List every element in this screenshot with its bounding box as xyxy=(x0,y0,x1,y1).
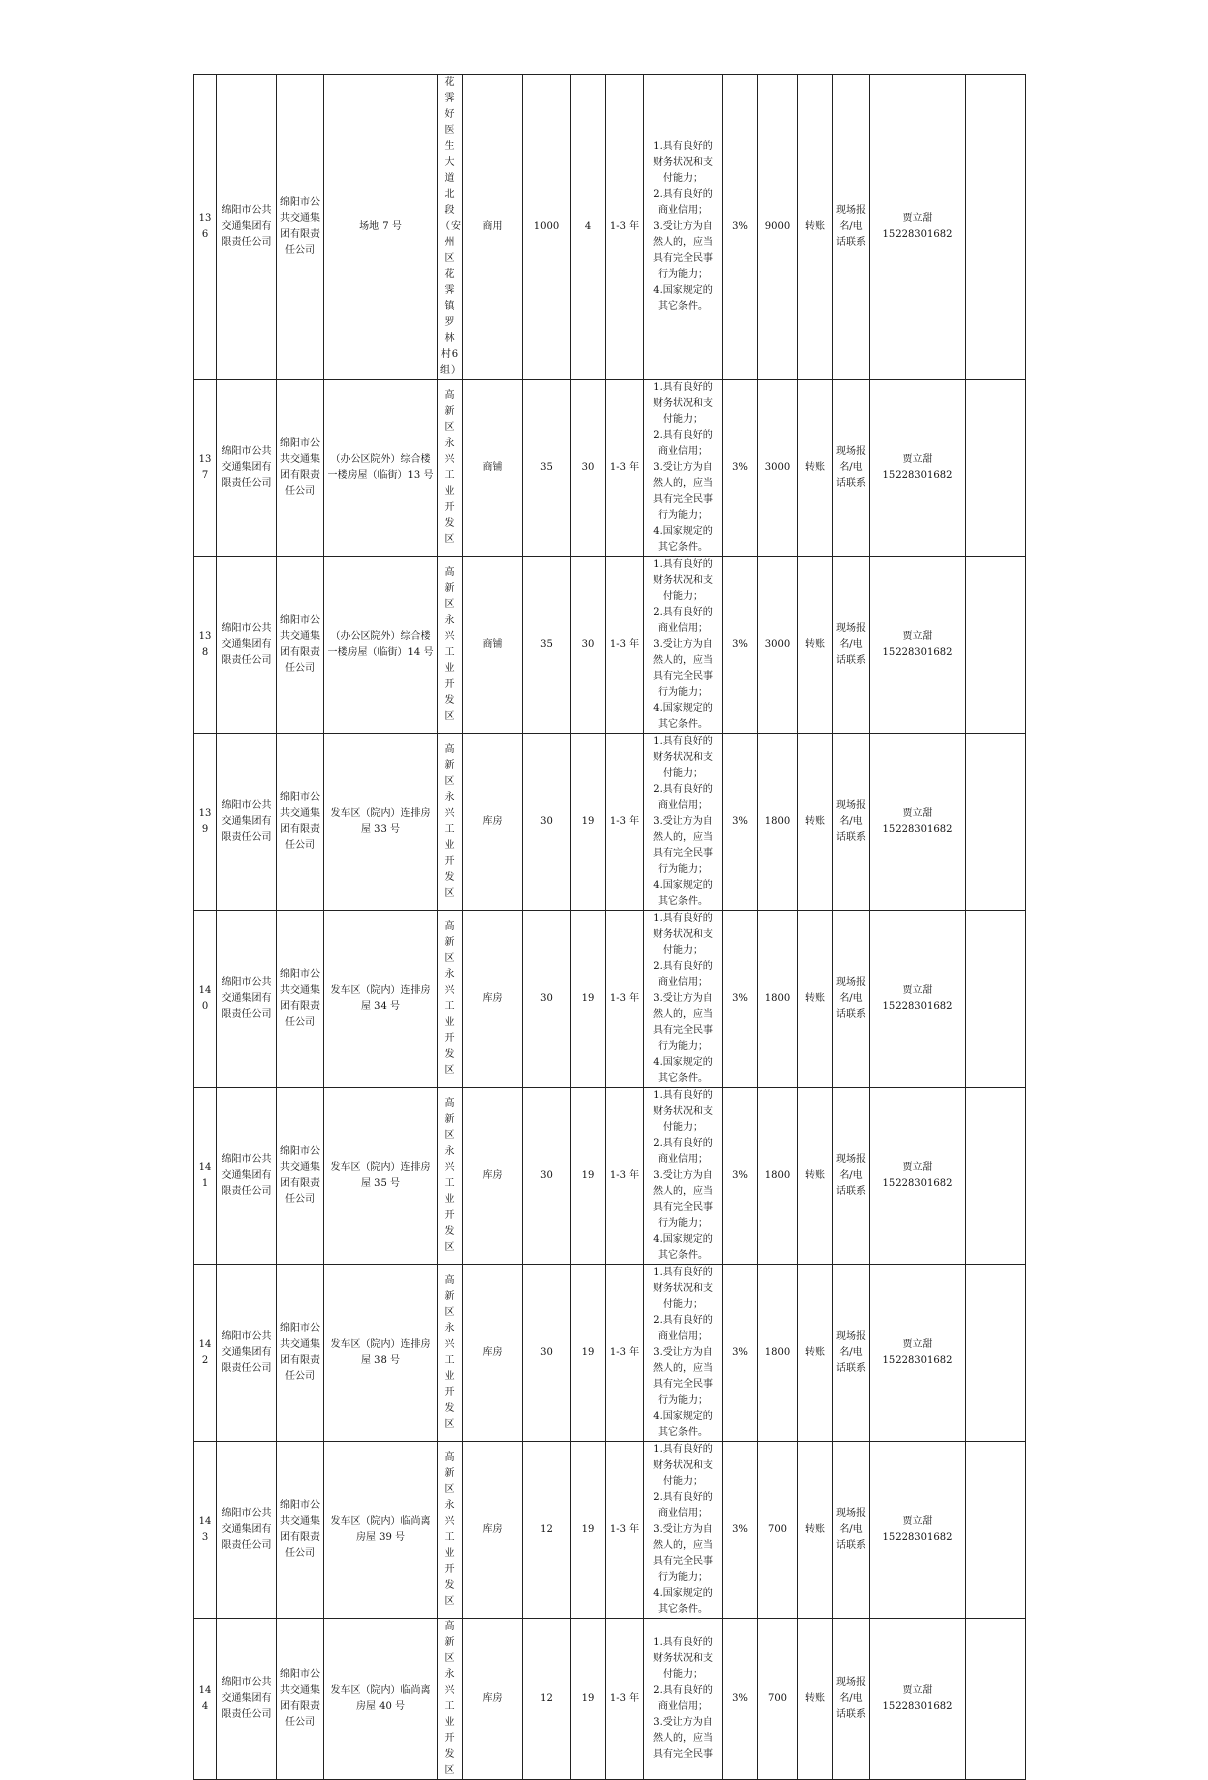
extra-cell xyxy=(966,1619,1026,1780)
listing-price: 1800 xyxy=(758,1265,798,1442)
extra-cell xyxy=(966,557,1026,734)
contact-name: 贾立甜 xyxy=(902,808,933,819)
bidder-conditions: 1.具有良好的 财务状况和支 付能力； 2.具有良好的 商业信用； 3.受让方为自 然人的，应当 具有完全民事 行为能力； 4.国家规定的 其它条件。 xyxy=(644,1265,723,1442)
contact-phone: 15228301682 xyxy=(882,824,953,835)
extra-cell xyxy=(966,75,1026,380)
asset-location: 高新区永兴工业开发区 xyxy=(438,557,463,734)
asset-use: 库房 xyxy=(463,1088,523,1265)
asset-owner-name: 绵阳市公共交通集团有限责任公司 xyxy=(277,1088,324,1265)
extra-cell xyxy=(966,911,1026,1088)
registration-method: 现场报名/电话联系 xyxy=(833,380,870,557)
asset-owner-name: 绵阳市公共交通集团有限责任公司 xyxy=(277,911,324,1088)
lease-term: 1-3 年 xyxy=(606,1088,644,1265)
deposit-percent: 3% xyxy=(723,1088,758,1265)
row-number: 136 xyxy=(194,75,217,380)
contact-cell xyxy=(870,380,966,557)
contact-cell xyxy=(870,1265,966,1442)
asset-area: 12 xyxy=(523,1619,571,1780)
contact-name: 贾立甜 xyxy=(902,631,933,642)
row-number: 141 xyxy=(194,1088,217,1265)
asset-owner-name: 绵阳市公共交通集团有限责任公司 xyxy=(277,1265,324,1442)
transferor-name: 绵阳市公共交通集团有限责任公司 xyxy=(217,557,277,734)
row-number: 144 xyxy=(194,1619,217,1780)
row-number: 139 xyxy=(194,734,217,911)
floor-value: 30 xyxy=(571,557,606,734)
asset-owner-name: 绵阳市公共交通集团有限责任公司 xyxy=(277,380,324,557)
table-row xyxy=(194,557,1026,734)
extra-cell xyxy=(966,1265,1026,1442)
registration-method: 现场报名/电话联系 xyxy=(833,1619,870,1780)
asset-use: 库房 xyxy=(463,1442,523,1619)
asset-area: 30 xyxy=(523,1265,571,1442)
asset-area: 30 xyxy=(523,911,571,1088)
asset-location: 高新区永兴工业开发区 xyxy=(438,1442,463,1619)
listing-price: 1800 xyxy=(758,734,798,911)
contact-cell xyxy=(870,557,966,734)
contact-phone: 15228301682 xyxy=(882,1701,953,1712)
contact-name: 贾立甜 xyxy=(902,1516,933,1527)
contact-phone: 15228301682 xyxy=(882,470,953,481)
table-row xyxy=(194,1442,1026,1619)
floor-value: 19 xyxy=(571,734,606,911)
payment-method: 转账 xyxy=(798,75,833,380)
asset-use: 库房 xyxy=(463,911,523,1088)
contact-name: 贾立甜 xyxy=(902,1162,933,1173)
table-row xyxy=(194,380,1026,557)
payment-method: 转账 xyxy=(798,1619,833,1780)
asset-location: 高新区永兴工业开发区 xyxy=(438,1619,463,1780)
asset-name: 发车区（院内）连排房屋 33 号 xyxy=(324,734,438,911)
asset-area: 1000 xyxy=(523,75,571,380)
payment-method: 转账 xyxy=(798,911,833,1088)
table-row xyxy=(194,1619,1026,1780)
asset-name: 发车区（院内）临尚离房屋 40 号 xyxy=(324,1619,438,1780)
extra-cell xyxy=(966,734,1026,911)
contact-cell xyxy=(870,734,966,911)
asset-owner-name: 绵阳市公共交通集团有限责任公司 xyxy=(277,1619,324,1780)
deposit-percent: 3% xyxy=(723,1619,758,1780)
transferor-name: 绵阳市公共交通集团有限责任公司 xyxy=(217,380,277,557)
asset-name: （办公区院外）综合楼一楼房屋（临街）13 号 xyxy=(324,380,438,557)
bidder-conditions: 1.具有良好的 财务状况和支 付能力； 2.具有良好的 商业信用； 3.受让方为自 然人的，应当 具有完全民事 行为能力； 4.国家规定的 其它条件。 xyxy=(644,380,723,557)
bidder-conditions: 1.具有良好的 财务状况和支 付能力； 2.具有良好的 商业信用； 3.受让方为自 然人的，应当 具有完全民事 行为能力； 4.国家规定的 其它条件。 xyxy=(644,911,723,1088)
contact-phone: 15228301682 xyxy=(882,1355,953,1366)
listing-price: 3000 xyxy=(758,380,798,557)
asset-name: 发车区（院内）连排房屋 35 号 xyxy=(324,1088,438,1265)
asset-name: 发车区（院内）临尚离房屋 39 号 xyxy=(324,1442,438,1619)
registration-method: 现场报名/电话联系 xyxy=(833,75,870,380)
contact-name: 贾立甜 xyxy=(902,1685,933,1696)
registration-method: 现场报名/电话联系 xyxy=(833,1442,870,1619)
bidder-conditions: 1.具有良好的 财务状况和支 付能力； 2.具有良好的 商业信用； 3.受让方为自 然人的，应当 具有完全民事 xyxy=(644,1619,723,1780)
contact-name: 贾立甜 xyxy=(902,213,933,224)
asset-use: 商用 xyxy=(463,75,523,380)
asset-owner-name: 绵阳市公共交通集团有限责任公司 xyxy=(277,75,324,380)
asset-owner-name: 绵阳市公共交通集团有限责任公司 xyxy=(277,1442,324,1619)
floor-value: 4 xyxy=(571,75,606,380)
contact-cell xyxy=(870,1442,966,1619)
deposit-percent: 3% xyxy=(723,1442,758,1619)
asset-area: 35 xyxy=(523,380,571,557)
lease-term: 1-3 年 xyxy=(606,734,644,911)
asset-area: 30 xyxy=(523,1088,571,1265)
floor-value: 19 xyxy=(571,1088,606,1265)
registration-method: 现场报名/电话联系 xyxy=(833,1265,870,1442)
asset-name: 发车区（院内）连排房屋 38 号 xyxy=(324,1265,438,1442)
lease-term: 1-3 年 xyxy=(606,1619,644,1780)
asset-use: 库房 xyxy=(463,1265,523,1442)
payment-method: 转账 xyxy=(798,734,833,911)
listing-price: 700 xyxy=(758,1619,798,1780)
asset-name: 场地 7 号 xyxy=(324,75,438,380)
lease-term: 1-3 年 xyxy=(606,380,644,557)
row-number: 142 xyxy=(194,1265,217,1442)
asset-name: 发车区（院内）连排房屋 34 号 xyxy=(324,911,438,1088)
lease-term: 1-3 年 xyxy=(606,1265,644,1442)
registration-method: 现场报名/电话联系 xyxy=(833,557,870,734)
deposit-percent: 3% xyxy=(723,911,758,1088)
asset-use: 库房 xyxy=(463,1619,523,1780)
deposit-percent: 3% xyxy=(723,557,758,734)
table-body xyxy=(194,75,1026,1780)
registration-method: 现场报名/电话联系 xyxy=(833,1088,870,1265)
listing-price: 9000 xyxy=(758,75,798,380)
lease-term: 1-3 年 xyxy=(606,557,644,734)
listing-price: 700 xyxy=(758,1442,798,1619)
transferor-name: 绵阳市公共交通集团有限责任公司 xyxy=(217,1088,277,1265)
asset-use: 库房 xyxy=(463,734,523,911)
transferor-name: 绵阳市公共交通集团有限责任公司 xyxy=(217,1442,277,1619)
asset-use: 商铺 xyxy=(463,380,523,557)
row-number: 138 xyxy=(194,557,217,734)
payment-method: 转账 xyxy=(798,1265,833,1442)
asset-owner-name: 绵阳市公共交通集团有限责任公司 xyxy=(277,557,324,734)
asset-owner-name: 绵阳市公共交通集团有限责任公司 xyxy=(277,734,324,911)
lease-term: 1-3 年 xyxy=(606,911,644,1088)
floor-value: 19 xyxy=(571,911,606,1088)
bidder-conditions: 1.具有良好的 财务状况和支 付能力； 2.具有良好的 商业信用； 3.受让方为自 然人的，应当 具有完全民事 行为能力； 4.国家规定的 其它条件。 xyxy=(644,557,723,734)
asset-location: 高新区永兴工业开发区 xyxy=(438,1265,463,1442)
transferor-name: 绵阳市公共交通集团有限责任公司 xyxy=(217,1265,277,1442)
bidder-conditions: 1.具有良好的 财务状况和支 付能力； 2.具有良好的 商业信用； 3.受让方为自 然人的，应当 具有完全民事 行为能力； 4.国家规定的 其它条件。 xyxy=(644,1442,723,1619)
deposit-percent: 3% xyxy=(723,75,758,380)
lease-term: 1-3 年 xyxy=(606,1442,644,1619)
contact-phone: 15228301682 xyxy=(882,647,953,658)
contact-name: 贾立甜 xyxy=(902,454,933,465)
payment-method: 转账 xyxy=(798,1442,833,1619)
listing-price: 1800 xyxy=(758,1088,798,1265)
contact-phone: 15228301682 xyxy=(882,229,953,240)
bidder-conditions: 1.具有良好的 财务状况和支 付能力； 2.具有良好的 商业信用； 3.受让方为自 然人的，应当 具有完全民事 行为能力； 4.国家规定的 其它条件。 xyxy=(644,734,723,911)
asset-area: 30 xyxy=(523,734,571,911)
registration-method: 现场报名/电话联系 xyxy=(833,911,870,1088)
contact-phone: 15228301682 xyxy=(882,1532,953,1543)
asset-name: （办公区院外）综合楼一楼房屋（临街）14 号 xyxy=(324,557,438,734)
floor-value: 30 xyxy=(571,380,606,557)
registration-method: 现场报名/电话联系 xyxy=(833,734,870,911)
deposit-percent: 3% xyxy=(723,380,758,557)
deposit-percent: 3% xyxy=(723,734,758,911)
asset-location: 高新区永兴工业开发区 xyxy=(438,380,463,557)
extra-cell xyxy=(966,380,1026,557)
payment-method: 转账 xyxy=(798,380,833,557)
asset-use: 商铺 xyxy=(463,557,523,734)
contact-phone: 15228301682 xyxy=(882,1178,953,1189)
listing-price: 1800 xyxy=(758,911,798,1088)
contact-cell xyxy=(870,1619,966,1780)
payment-method: 转账 xyxy=(798,557,833,734)
transferor-name: 绵阳市公共交通集团有限责任公司 xyxy=(217,1619,277,1780)
contact-cell xyxy=(870,75,966,380)
floor-value: 19 xyxy=(571,1619,606,1780)
contact-name: 贾立甜 xyxy=(902,985,933,996)
contact-phone: 15228301682 xyxy=(882,1001,953,1012)
asset-location: 高新区永兴工业开发区 xyxy=(438,734,463,911)
transferor-name: 绵阳市公共交通集团有限责任公司 xyxy=(217,734,277,911)
table-row xyxy=(194,1265,1026,1442)
deposit-percent: 3% xyxy=(723,1265,758,1442)
table-row xyxy=(194,911,1026,1088)
table-row xyxy=(194,75,1026,380)
contact-name: 贾立甜 xyxy=(902,1339,933,1350)
lease-term: 1-3 年 xyxy=(606,75,644,380)
extra-cell xyxy=(966,1088,1026,1265)
contact-cell xyxy=(870,1088,966,1265)
row-number: 143 xyxy=(194,1442,217,1619)
table-row xyxy=(194,1088,1026,1265)
extra-cell xyxy=(966,1442,1026,1619)
table-row xyxy=(194,734,1026,911)
floor-value: 19 xyxy=(571,1442,606,1619)
asset-area: 12 xyxy=(523,1442,571,1619)
bidder-conditions: 1.具有良好的 财务状况和支 付能力； 2.具有良好的 商业信用； 3.受让方为自 然人的，应当 具有完全民事 行为能力； 4.国家规定的 其它条件。 xyxy=(644,1088,723,1265)
bidder-conditions: 1.具有良好的 财务状况和支 付能力； 2.具有良好的 商业信用； 3.受让方为自 然人的，应当 具有完全民事 行为能力； 4.国家规定的 其它条件。 xyxy=(644,75,723,380)
transferor-name: 绵阳市公共交通集团有限责任公司 xyxy=(217,911,277,1088)
asset-location: 花霁好医生大道北段（安州区花霁镇罗林村6组） xyxy=(438,75,463,380)
asset-location: 高新区永兴工业开发区 xyxy=(438,911,463,1088)
asset-location: 高新区永兴工业开发区 xyxy=(438,1088,463,1265)
row-number: 137 xyxy=(194,380,217,557)
listing-price: 3000 xyxy=(758,557,798,734)
payment-method: 转账 xyxy=(798,1088,833,1265)
floor-value: 19 xyxy=(571,1265,606,1442)
contact-cell xyxy=(870,911,966,1088)
row-number: 140 xyxy=(194,911,217,1088)
lease-listing-table xyxy=(193,74,1026,1780)
transferor-name: 绵阳市公共交通集团有限责任公司 xyxy=(217,75,277,380)
asset-area: 35 xyxy=(523,557,571,734)
